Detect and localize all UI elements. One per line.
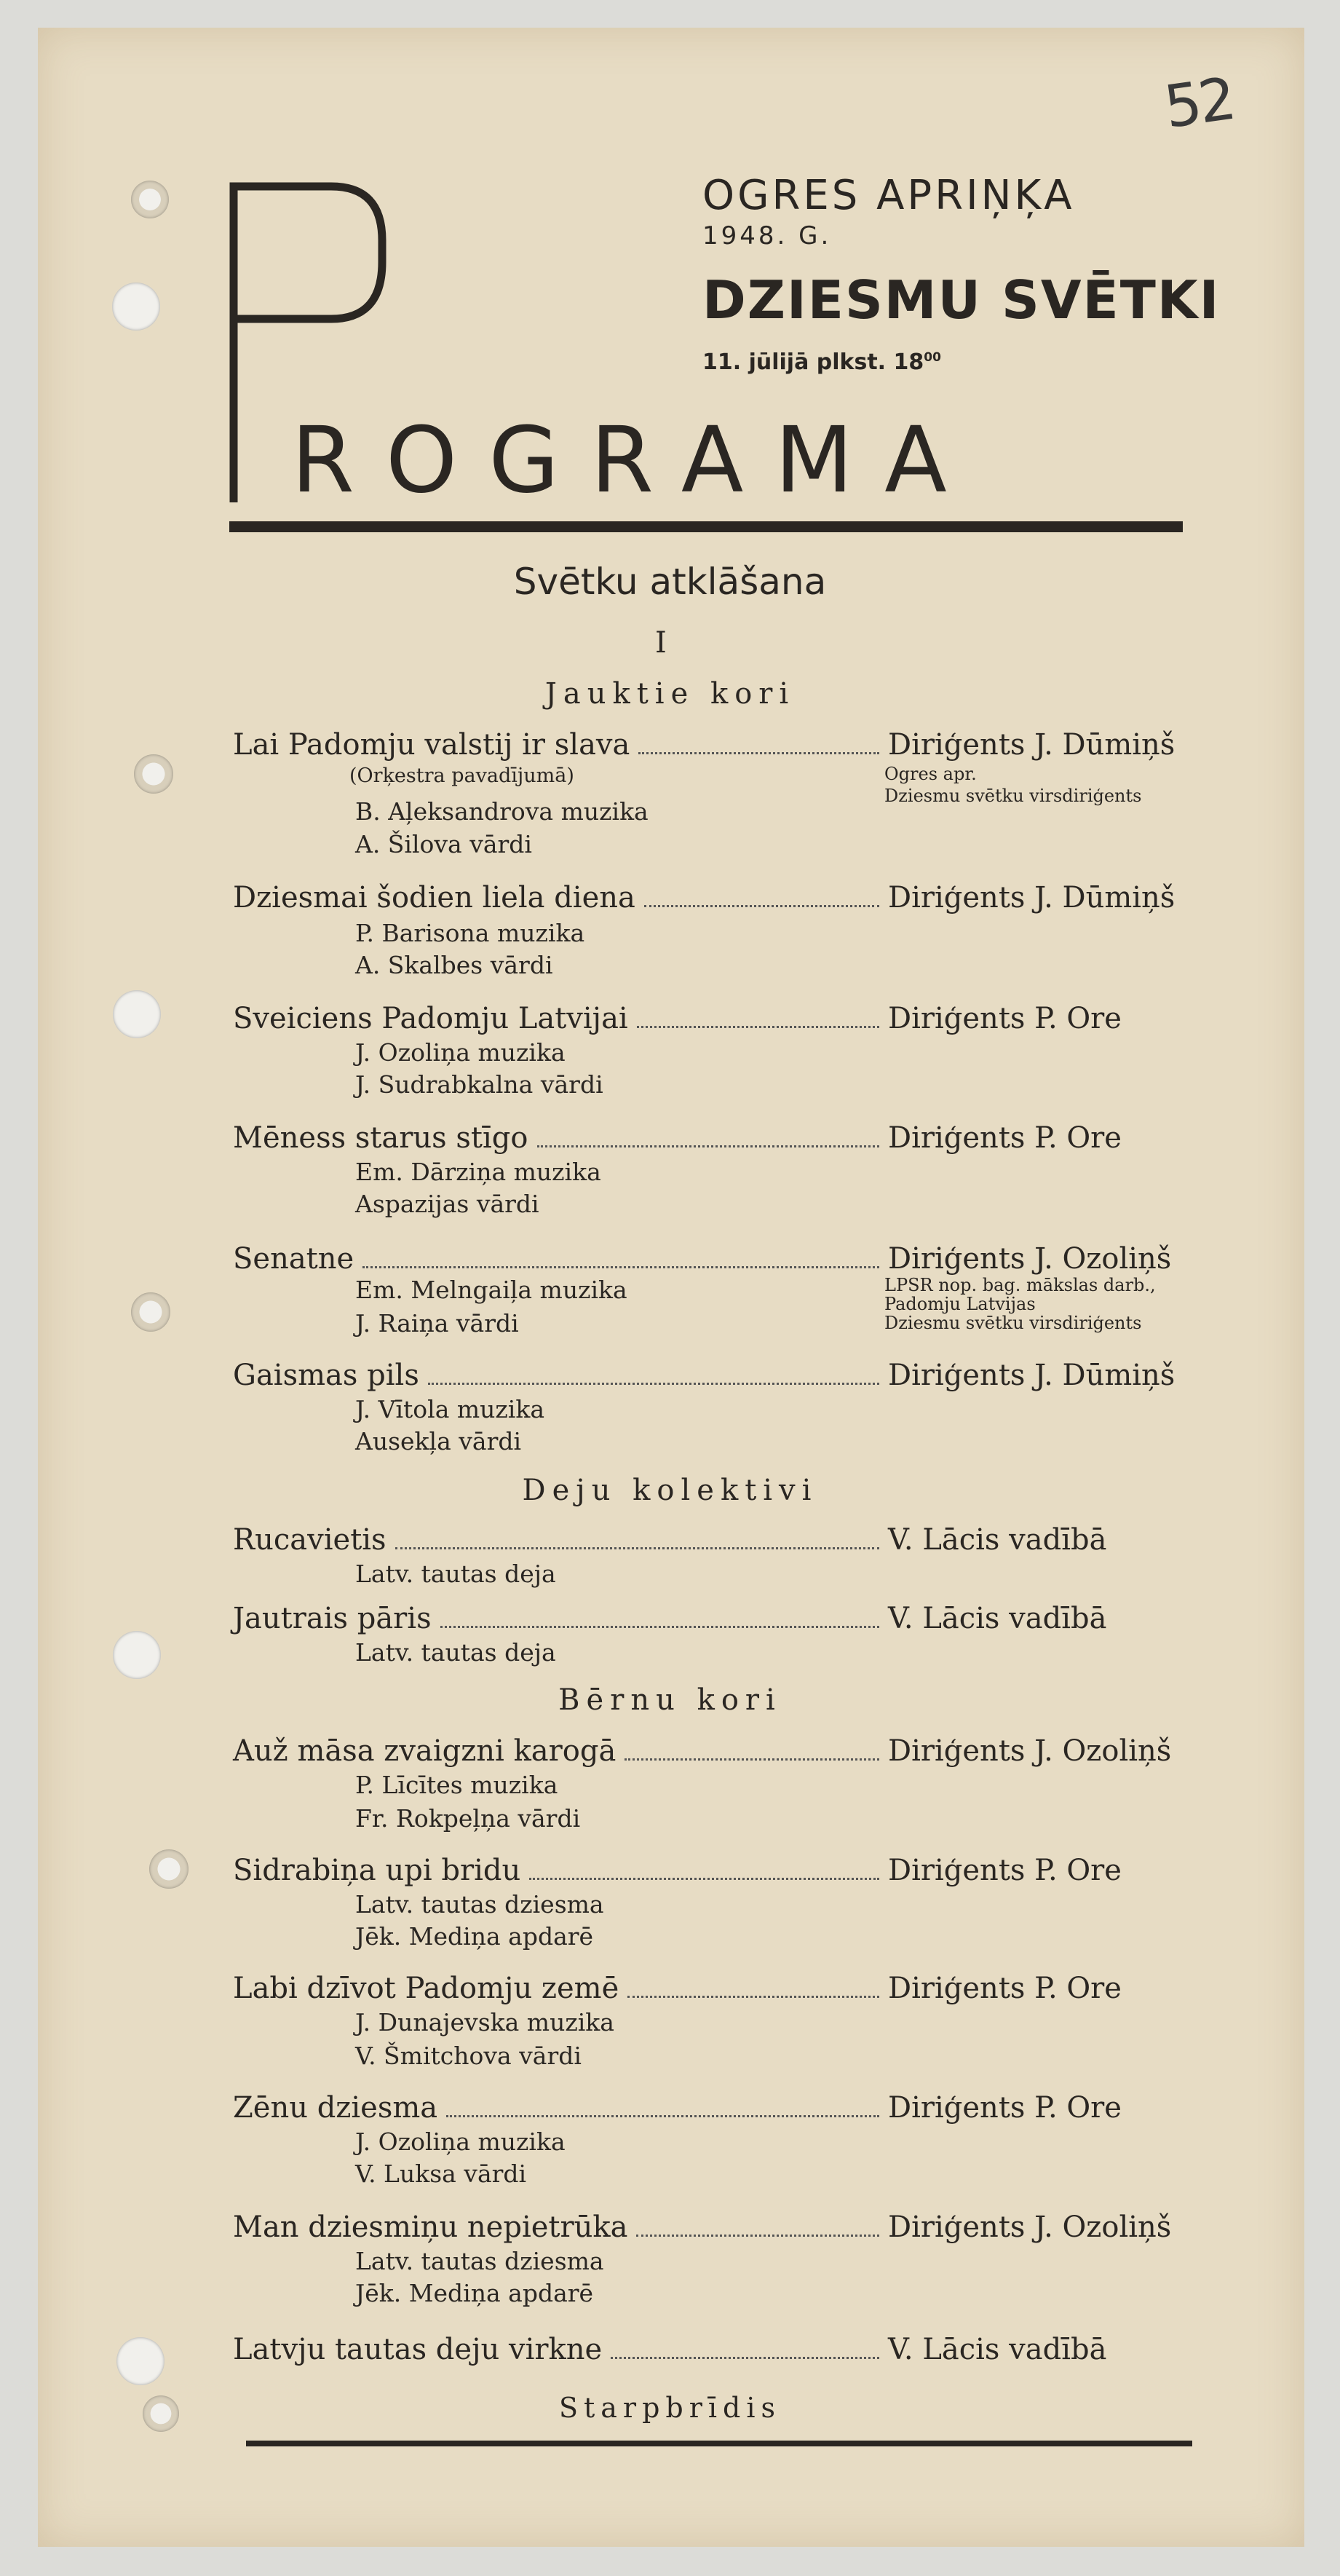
header-divider (229, 521, 1183, 532)
program-item (233, 725, 1194, 762)
dot-leader (362, 1266, 879, 1268)
dot-leader (611, 2357, 879, 2359)
conductor-note: Dziesmu svētku virsdiriģents (884, 786, 1142, 806)
credit-line: V. Luksa vārdi (355, 2160, 527, 2188)
credit-line: J. Sudrabkalna vārdi (355, 1070, 603, 1099)
conductor: Diriģents J. Ozoliņš (888, 2210, 1172, 2244)
credit-line: J. Ozoliņa muzika (355, 2127, 566, 2156)
dot-leader (529, 1878, 879, 1880)
program-item (233, 2330, 1194, 2366)
song-title: Rucavietis (233, 1523, 386, 1557)
program-item (233, 878, 1194, 914)
conductor-note: LPSR nop. bag. mākslas darb., (884, 1275, 1156, 1295)
punch-hole (131, 1292, 170, 1332)
conductor-note: Ogres apr. (884, 764, 977, 784)
program-item (233, 1356, 1194, 1392)
credit-line: Aspazijas vārdi (355, 1190, 539, 1218)
credit-line: V. Šmitchova vārdi (355, 2042, 582, 2070)
credit-line: A. Šilova vārdi (355, 830, 532, 858)
credit-line: Latv. tautas dziesma (355, 1890, 604, 1919)
song-title: Zēnu dziesma (233, 2091, 438, 2125)
conductor: Diriģents P. Ore (888, 2091, 1122, 2125)
song-title: Sidrabiņa upi bridu (233, 1854, 521, 1887)
credit-line: Ausekļa vārdi (355, 1427, 522, 1455)
conductor: Diriģents J. Dūmiņš (888, 881, 1176, 914)
dot-leader (537, 1145, 880, 1147)
punch-hole (131, 181, 169, 218)
punch-hole (116, 2337, 164, 2385)
credit-line: B. Aļeksandrova muzika (355, 797, 649, 826)
credit-line: P. Līcītes muzika (355, 1771, 558, 1799)
dot-leader (446, 2115, 879, 2117)
song-title: Mēness starus stīgo (233, 1121, 528, 1155)
conductor: Diriģents J. Ozoliņš (888, 1734, 1172, 1768)
programa-title: ROGRAMA (291, 408, 978, 513)
song-title: Dziesmai šodien liela diena (233, 881, 635, 914)
program-item (233, 1599, 1194, 1635)
song-title: Gaismas pils (233, 1359, 419, 1392)
conductor: Diriģents J. Dūmiņš (888, 728, 1176, 762)
credit-line: Latv. tautas deja (355, 1560, 556, 1588)
program-item (233, 2088, 1194, 2125)
program-item (233, 1118, 1194, 1155)
conductor: Diriģents P. Ore (888, 1972, 1122, 2005)
credit-line: Jēk. Mediņa apdarē (355, 2279, 594, 2307)
conductor: V. Lācis vadībā (888, 2333, 1107, 2366)
section-childrens-choirs: Bērnu kori (558, 1683, 782, 1717)
date-text: 11. jūlijā plkst. 18 (702, 349, 924, 375)
event-date (702, 349, 941, 375)
opening-title: Svētku atklāšana (513, 561, 827, 603)
conductor: V. Lācis vadībā (888, 1523, 1107, 1557)
conductor: Diriģents J. Ozoliņš (888, 1242, 1172, 1276)
credit-line: Latv. tautas dziesma (355, 2247, 604, 2275)
credit-line: Jēk. Mediņa apdarē (355, 1922, 594, 1951)
song-title: Latvju tautas deju virkne (233, 2333, 603, 2366)
program-item (233, 1731, 1194, 1768)
conductor: Diriģents J. Dūmiņš (888, 1359, 1176, 1392)
credit-line: J. Ozoliņa muzika (355, 1038, 566, 1067)
credit-line: A. Skalbes vārdi (355, 951, 553, 979)
dot-leader (627, 1996, 879, 1998)
punch-hole (113, 1631, 161, 1679)
footer-divider (246, 2441, 1192, 2446)
handwritten-archive-number: 52 (1159, 64, 1237, 142)
program-item (233, 2208, 1194, 2244)
section-dance-groups: Deju kolektivi (522, 1474, 818, 1507)
organizer-heading: OGRES APRIŅĶA (702, 172, 1075, 219)
dot-leader (625, 1758, 879, 1761)
song-title: Auž māsa zvaigzni karogā (233, 1734, 617, 1768)
program-item (233, 1239, 1194, 1276)
intermission-label: Starpbrīdis (558, 2392, 782, 2424)
dot-leader (636, 2235, 879, 2237)
song-title: Lai Padomju valstij ir slava (233, 728, 630, 762)
punch-hole (112, 283, 160, 331)
program-item (233, 1969, 1194, 2005)
credit-line: Em. Dārziņa muzika (355, 1158, 601, 1186)
song-title: Senatne (233, 1242, 354, 1276)
year-label: 1948. G. (702, 221, 832, 250)
credit-line: J. Vītola muzika (355, 1395, 545, 1423)
conductor: Diriģents P. Ore (888, 1121, 1122, 1155)
punch-hole (113, 990, 161, 1038)
credit-line: J. Raiņa vārdi (355, 1309, 519, 1338)
conductor-note: Dziesmu svētku virsdiriģents (884, 1313, 1142, 1333)
credit-line: (Orķestra pavadījumā) (349, 764, 574, 787)
dot-leader (637, 1026, 879, 1028)
conductor: Diriģents P. Ore (888, 1002, 1122, 1035)
credit-line: Latv. tautas deja (355, 1638, 556, 1667)
dot-leader (644, 905, 879, 907)
punch-hole (134, 754, 173, 794)
section-mixed-choirs: Jauktie kori (544, 677, 796, 711)
event-title: DZIESMU SVĒTKI (702, 269, 1221, 331)
dot-leader (428, 1383, 879, 1385)
credit-line: Fr. Rokpeļņa vārdi (355, 1804, 581, 1833)
song-title: Labi dzīvot Padomju zemē (233, 1972, 619, 2005)
credit-line: Em. Melngaiļa muzika (355, 1276, 627, 1304)
dot-leader (440, 1626, 879, 1628)
program-item (233, 1520, 1194, 1557)
song-title: Jautrais pāris (233, 1602, 432, 1635)
big-p-text: P (229, 182, 230, 183)
song-title: Sveiciens Padomju Latvijai (233, 1002, 628, 1035)
program-item (233, 1851, 1194, 1887)
conductor: V. Lācis vadībā (888, 1602, 1107, 1635)
dot-leader (395, 1547, 879, 1549)
conductor-note: Padomju Latvijas (884, 1294, 1036, 1314)
conductor: Diriģents P. Ore (888, 1854, 1122, 1887)
part-number: I (655, 626, 667, 660)
punch-hole (149, 1849, 189, 1889)
song-title: Man dziesmiņu nepietrūka (233, 2210, 628, 2244)
dot-leader (638, 752, 879, 754)
credit-line: J. Dunajevska muzika (355, 2008, 614, 2036)
credit-line: P. Barisona muzika (355, 919, 585, 947)
program-item (233, 999, 1194, 1035)
time-minutes: 00 (924, 350, 941, 365)
